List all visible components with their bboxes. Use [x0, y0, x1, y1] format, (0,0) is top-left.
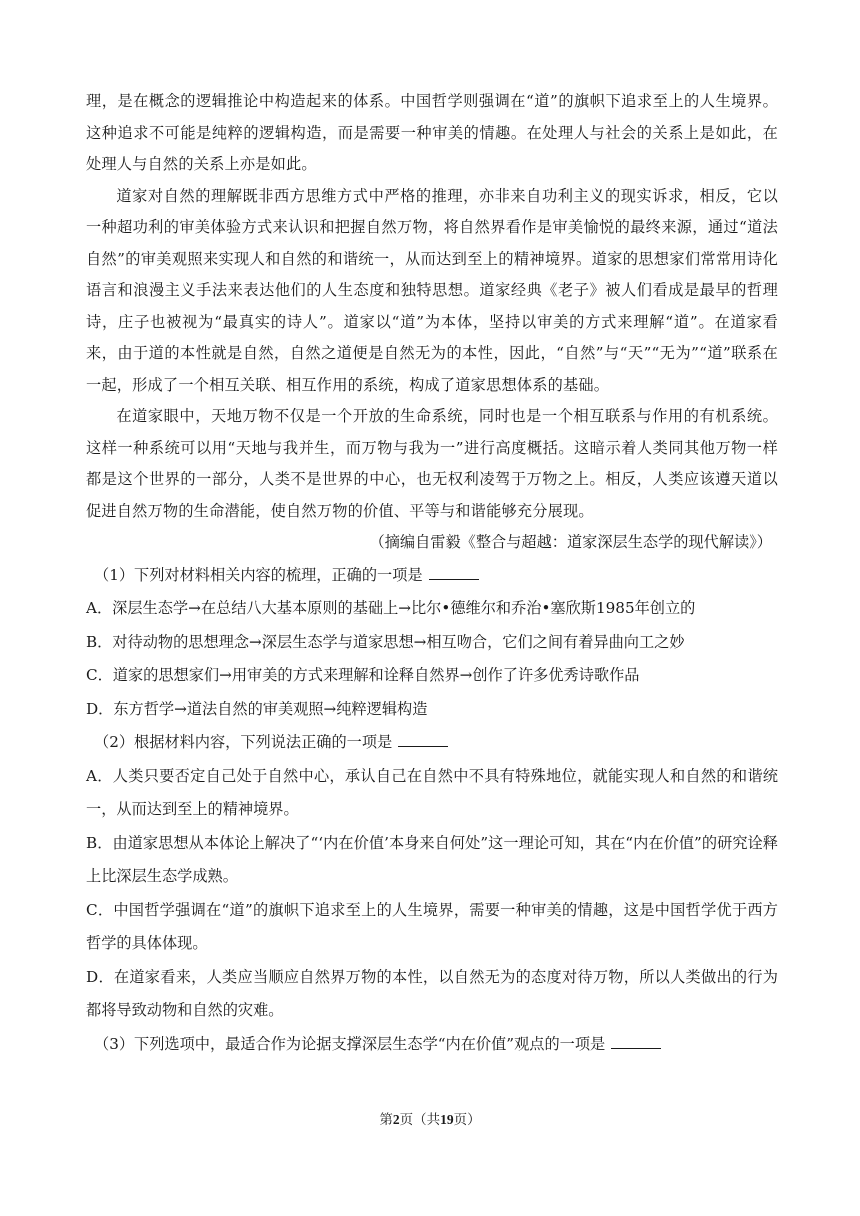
current-page-number: 2 — [392, 1112, 400, 1127]
answer-blank — [611, 1034, 661, 1049]
paragraph-daoist-nature: 道家对自然的理解既非西方思维方式中严格的推理，亦非来自功利主义的现实诉求，相反，它以一种超功利的审美体验方式来认识和把握自然万物，将自然界看作是审美愉悦的最终来源，通过“道法自然”的审美观照来实现人和自然的和谐统一，从而达到至上的精神境界。道家的思想家们常常用诗化语言和浪漫主义手法来表达他们的人生态度和独特思想。道家经典《老子》被人们看成是最早的哲理诗，庄子也被视为“最真实的诗人”。道家以“道”为本体，坚持以审美的方式来理解“道”。在道家看来，由于道的本性就是自然，自然之道便是自然无为的本性，因此，“自然”与“天”“无为”“道”联系在一起，形成了一个相互关联、相互作用的系统，构成了道家思想体系的基础。 — [86, 186, 778, 394]
paragraph-continued: 理，是在概念的逻辑推论中构造起来的体系。中国哲学则强调在“道”的旗帜下追求至上的人生境界。这种追求不可能是纯粹的逻辑构造，而是需要一种审美的情趣。在处理人与社会的关系上是如此，在处理人与自然的关系上亦是如此。 — [86, 92, 778, 173]
page-footer: 第2页（共19页） — [379, 1112, 481, 1128]
total-page-count: 19 — [440, 1112, 454, 1127]
paragraph-organic-system: 在道家眼中，天地万物不仅是一个开放的生命系统，同时也是一个相互联系与作用的有机系统。这样一种系统可以用“天地与我并生，而万物与我为一”进行高度概括。这暗示着人类同其他万物一样都是这个世界的一部分，人类不是世界的中心，也无权利凌驾于万物之上。相反，人类应该遵天道以促进自然万物的生命潜能，使自然万物的价值、平等与和谐能够充分展现。 — [86, 407, 778, 520]
question-1-option-a: A．深层生态学→在总结八大基本原则的基础上→比尔•德维尔和乔治•塞欣斯1985年创立的 — [86, 599, 696, 617]
question-1-option-d: D．东方哲学→道法自然的审美观照→纯粹逻辑构造 — [86, 699, 428, 718]
source-citation: （摘编自雷毅《整合与超越：道家深层生态学的现代解读》） — [369, 533, 772, 551]
answer-blank — [429, 565, 479, 580]
question-1-option-c: C．道家的思想家们→用审美的方式来理解和诠释自然界→创作了许多优秀诗歌作品 — [86, 666, 640, 684]
question-2-stem: （2）根据材料内容，下列说法正确的一项是 — [86, 726, 778, 760]
question-2-option-c: C．中国哲学强调在“道”的旗帜下追求至上的人生境界，需要一种审美的情趣，这是中国哲学优于西方哲学的具体体现。 — [86, 900, 778, 952]
question-1-stem: （1）下列对材料相关内容的梳理，正确的一项是 — [86, 559, 778, 593]
question-3-stem: （3）下列选项中，最适合作为论据支撑深层生态学“内在价值”观点的一项是 — [86, 1028, 778, 1062]
question-2-option-a: A．人类只要否定自己处于自然中心，承认自己在自然中不具有特殊地位，就能实现人和自然的和谐统一，从而达到至上的精神境界。 — [86, 766, 778, 818]
question-2-option-b: B．由道家思想从本体论上解决了“‘内在价值’本身来自何处”这一理论可知，其在“内在价值”的研究诠释上比深层生态学成熟。 — [86, 833, 778, 885]
question-1-option-b: B．对待动物的思想理念→深层生态学与道家思想→相互吻合，它们之间有着异曲向工之妙 — [86, 632, 685, 651]
document-page — [86, 86, 778, 1061]
answer-blank — [398, 732, 448, 747]
question-2-option-d: D．在道家看来，人类应当顺应自然界万物的本性，以自然无为的态度对待万物，所以人类做出的行为都将导致动物和自然的灾难。 — [86, 967, 778, 1019]
